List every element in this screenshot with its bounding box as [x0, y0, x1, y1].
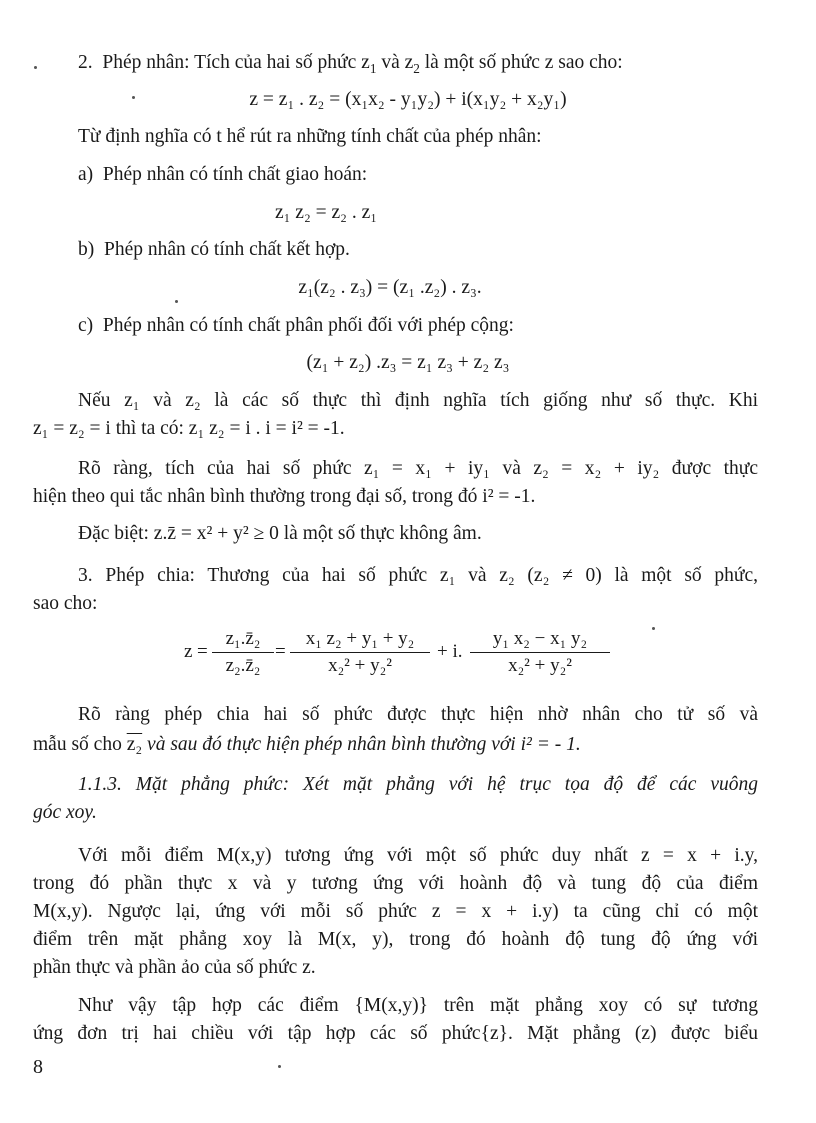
- property-b-formula: z₁(z₂ . z₃) = (z₁ .z₂) . z₃.: [298, 277, 482, 298]
- division-fraction-1: z₁.z̄₂ z₂.z̄₂: [212, 627, 274, 678]
- product-rule-line-1: Rõ ràng, tích của hai số phức z₁ = x₁ + iy₁ và z₂ = x₂ + iy₂ được thực: [78, 458, 758, 479]
- point-paragraph-line-5: phần thực và phần ảo của số phức z.: [33, 957, 316, 978]
- division-clear-line-2: mẫu số cho z₂ và sau đó thực hiện phép nhân bình thường với i² = - 1.: [33, 734, 581, 755]
- point-paragraph-line-4: điểm trên mặt phẳng xoy là M(x, y), trong đó hoành độ tung độ ứng với: [33, 929, 758, 950]
- division-eq-1: =: [197, 641, 208, 662]
- multiplication-intro: 2. Phép nhân: Tích của hai số phức $z_1$ và $z_2$ là một số phức z sao cho:: [78, 52, 623, 76]
- set-paragraph-line-2: ứng đơn trị hai chiều với tập hợp các số phức{z}. Mặt phẳng (z) được biểu: [33, 1023, 758, 1044]
- section-heading-line-2: góc xoy.: [33, 802, 97, 823]
- multiplication-formula: z = z₁ . z₂ = (x₁x₂ - y₁y₂) + i(x₁y₂ + x₂y₁): [249, 89, 567, 110]
- section-heading-line-1: 1.1.3. Mặt phẳng phức: Xét mặt phẳng với hệ trục tọa độ để các vuông: [78, 774, 758, 795]
- division-eq-2: =: [275, 641, 286, 662]
- division-plus-i: + i.: [437, 641, 463, 662]
- real-case-line-1: Nếu z₁ và z₂ là các số thực thì định nghĩa tích giống như số thực. Khi: [78, 390, 758, 411]
- real-case-line-2: z₁ = z₂ = i thì ta có: z₁ z₂ = i . i = i² = -1.: [33, 418, 345, 439]
- point-paragraph-line-3: M(x,y). Ngược lại, ứng với mỗi số phức z = x + i.y) ta cũng chỉ có một: [33, 901, 758, 922]
- product-rule-line-2: hiện theo qui tắc nhân bình thường trong đại số, trong đó i² = -1.: [33, 486, 536, 507]
- set-paragraph-line-1: Như vậy tập hợp các điểm {M(x,y)} trên mặt phẳng xoy có sự tương: [78, 995, 758, 1016]
- division-lhs: z: [184, 641, 193, 662]
- special-case: Đặc biệt: z.z̄ = x² + y² ≥ 0 là một số thực không âm.: [78, 523, 482, 544]
- division-fraction-3: y₁ x₂ − x₁ y₂ x₂² + y₂²: [470, 627, 610, 678]
- division-fraction-2: x₁ z₂ + y₁ + y₂ x₂² + y₂²: [290, 627, 430, 678]
- properties-intro: Từ định nghĩa có t hể rút ra những tính chất của phép nhân:: [78, 126, 542, 147]
- division-intro-line-1: 3. Phép chia: Thương của hai số phức z₁ và z₂ (z₂ ≠ 0) là một số phức,: [78, 565, 758, 586]
- division-intro-line-2: sao cho:: [33, 593, 98, 614]
- point-paragraph-line-2: trong đó phần thực x và y tương ứng với hoành độ và tung độ của điểm: [33, 873, 758, 894]
- scan-speck: [34, 66, 37, 69]
- division-clear-line-1: Rõ ràng phép chia hai số phức được thực hiện nhờ nhân cho tử số và: [78, 704, 758, 725]
- property-c: c) Phép nhân có tính chất phân phối đối với phép cộng:: [78, 315, 514, 336]
- point-paragraph-line-1: Với mỗi điểm M(x,y) tương ứng với một số phức duy nhất z = x + i.y,: [78, 845, 758, 866]
- property-a: a) Phép nhân có tính chất giao hoán:: [78, 164, 368, 185]
- property-a-formula: z₁ z₂ = z₂ . z₁: [274, 202, 378, 223]
- page-number: 8: [33, 1056, 43, 1078]
- scan-speck: [278, 1065, 281, 1068]
- scan-speck: [652, 627, 655, 630]
- property-b: b) Phép nhân có tính chất kết hợp.: [78, 239, 350, 260]
- property-c-formula: (z₁ + z₂) .z₃ = z₁ z₃ + z₂ z₃: [306, 352, 510, 373]
